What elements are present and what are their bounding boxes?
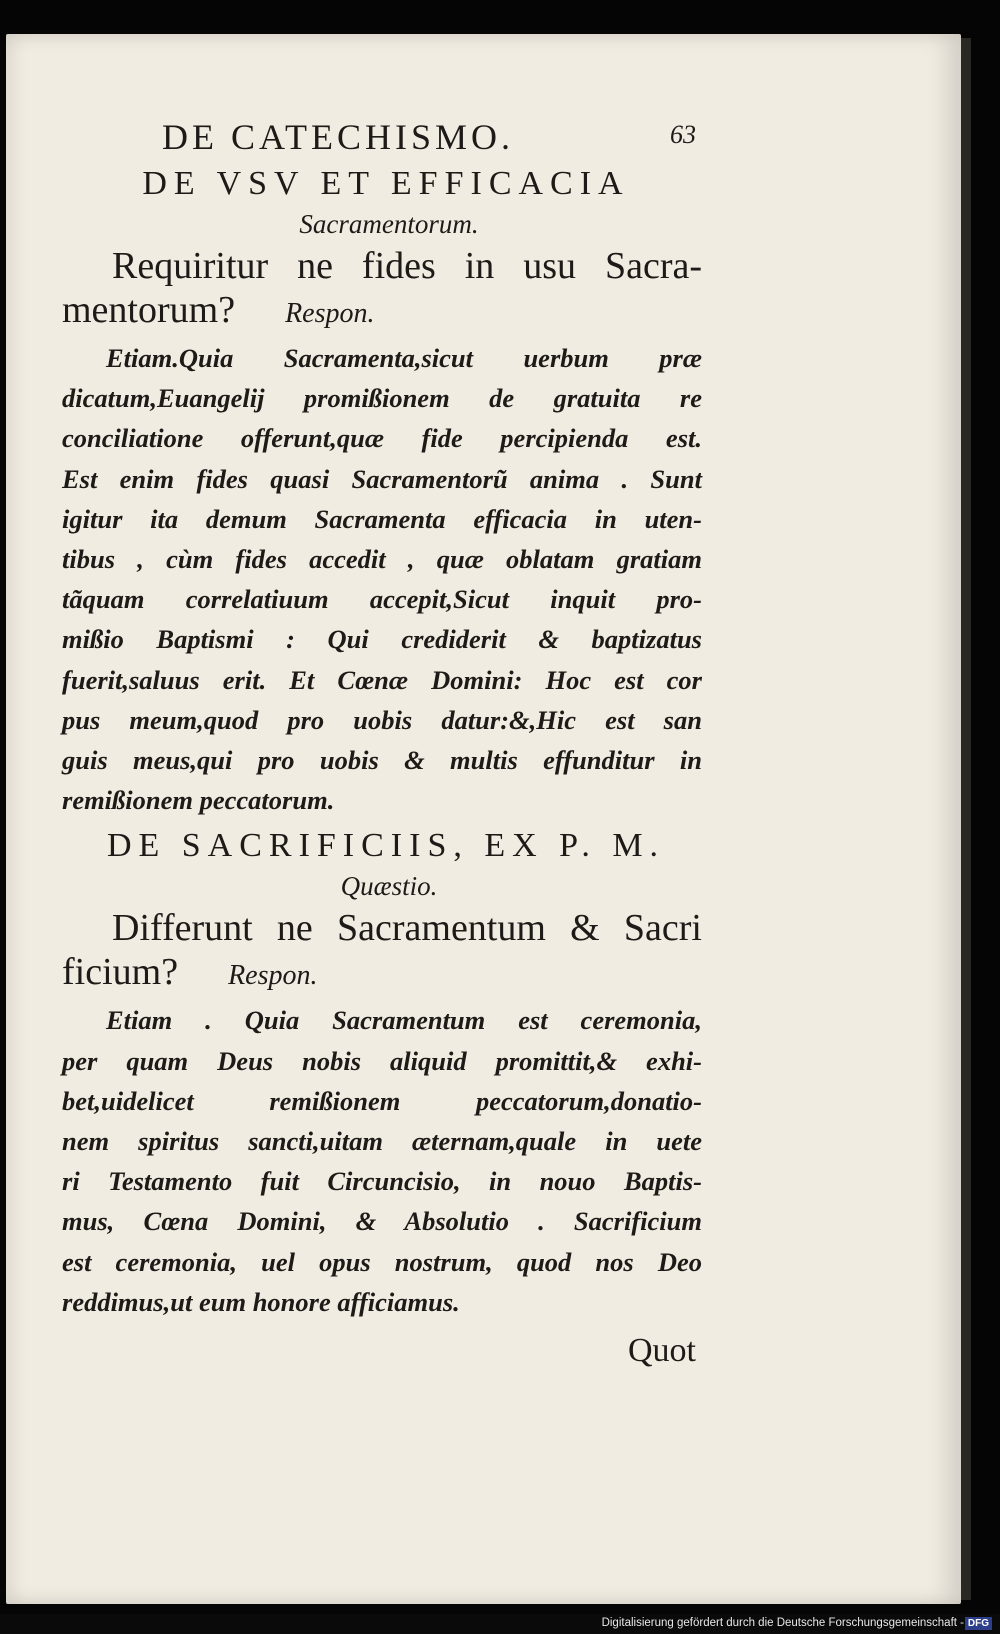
answer-line: dicatum,Euangelij promißionem de gratuita re <box>62 383 702 414</box>
respon-label: Respon. <box>285 298 375 329</box>
answer-line: Etiam.Quia Sacramenta,sicut uerbum præ <box>106 343 702 373</box>
answer-line: remißionem peccatorum. <box>62 785 335 816</box>
answer-line: Etiam . Quia Sacramentum est ceremonia, <box>106 1005 702 1036</box>
answer-line: mus, Cœna Domini, & Absolutio . Sacrificium <box>62 1206 702 1237</box>
answer-line: igitur ita demum Sacramenta efficacia in uten- <box>62 503 702 534</box>
question-line: Requiritur ne fides in usu Sacra- <box>112 245 702 287</box>
answer-line: bet,uidelicet remißionem peccatorum,donatio- <box>62 1085 702 1116</box>
section-heading-usu: DE VSV ET EFFICACIA <box>142 165 630 202</box>
question-end: ficium? <box>62 951 179 994</box>
running-head-title: DE CATECHISMO. <box>162 117 515 157</box>
answer-line: mißio Baptismi : Qui crediderit & baptizatus <box>62 624 702 655</box>
answer-line: pus meum,quod pro uobis datur:&,Hic est san <box>62 704 702 735</box>
answer-line: conciliatione offerunt,quæ fide percipienda est. <box>62 423 702 454</box>
section-subheading-usu: Sacramentorum. <box>299 209 479 239</box>
question-line: Differunt ne Sacramentum & Sacri <box>112 907 702 950</box>
footer-credit: Digitalisierung gefördert durch die Deutsche Forschungsgemeinschaft - <box>601 1617 964 1629</box>
answer-line: Est enim fides quasi Sacramentorũ anima . Sunt <box>62 463 702 494</box>
answer-line: tãquam correlatiuum accepit,Sicut inquit pro- <box>62 584 702 615</box>
dfg-logo: DFG <box>965 1617 992 1630</box>
running-head <box>62 108 702 164</box>
answer-line: fuerit,saluus erit. Et Cœnæ Domini: Hoc est cor <box>62 664 702 695</box>
answer-line: guis meus,qui pro uobis & multis effunditur in <box>62 745 702 776</box>
question-usu <box>62 244 702 336</box>
page-number: 63 <box>670 120 696 149</box>
respon-label: Respon. <box>228 960 318 992</box>
page-text <box>62 108 702 1370</box>
answer-line: tibus , cùm fides accedit , quæ oblatam gratiam <box>62 544 702 575</box>
section-subheading-sacrificiis: Quæstio. <box>340 871 438 902</box>
section-heading-sacrificiis: DE SACRIFICIIS, EX P. M. <box>106 827 666 865</box>
question-line <box>62 288 702 336</box>
answer-line: per quam Deus nobis aliquid promittit,& exhi- <box>62 1045 702 1076</box>
answer-usu <box>62 338 702 820</box>
question-sacrificiis <box>62 906 702 998</box>
question-end: mentorum? <box>62 289 236 331</box>
answer-line: nem spiritus sancti,uitam æternam,quale in uete <box>62 1126 702 1157</box>
answer-sacrificiis <box>62 1000 702 1322</box>
answer-line: ri Testamento fuit Circuncisio, in nouo Baptis- <box>62 1166 702 1197</box>
catchword: Quot <box>628 1332 696 1370</box>
question-line <box>62 950 702 998</box>
page-edge <box>961 38 971 1600</box>
answer-line: reddimus,ut eum honore afficiamus. <box>62 1286 460 1317</box>
answer-line: est ceremonia, uel opus nostrum, quod nos Deo <box>62 1246 702 1277</box>
